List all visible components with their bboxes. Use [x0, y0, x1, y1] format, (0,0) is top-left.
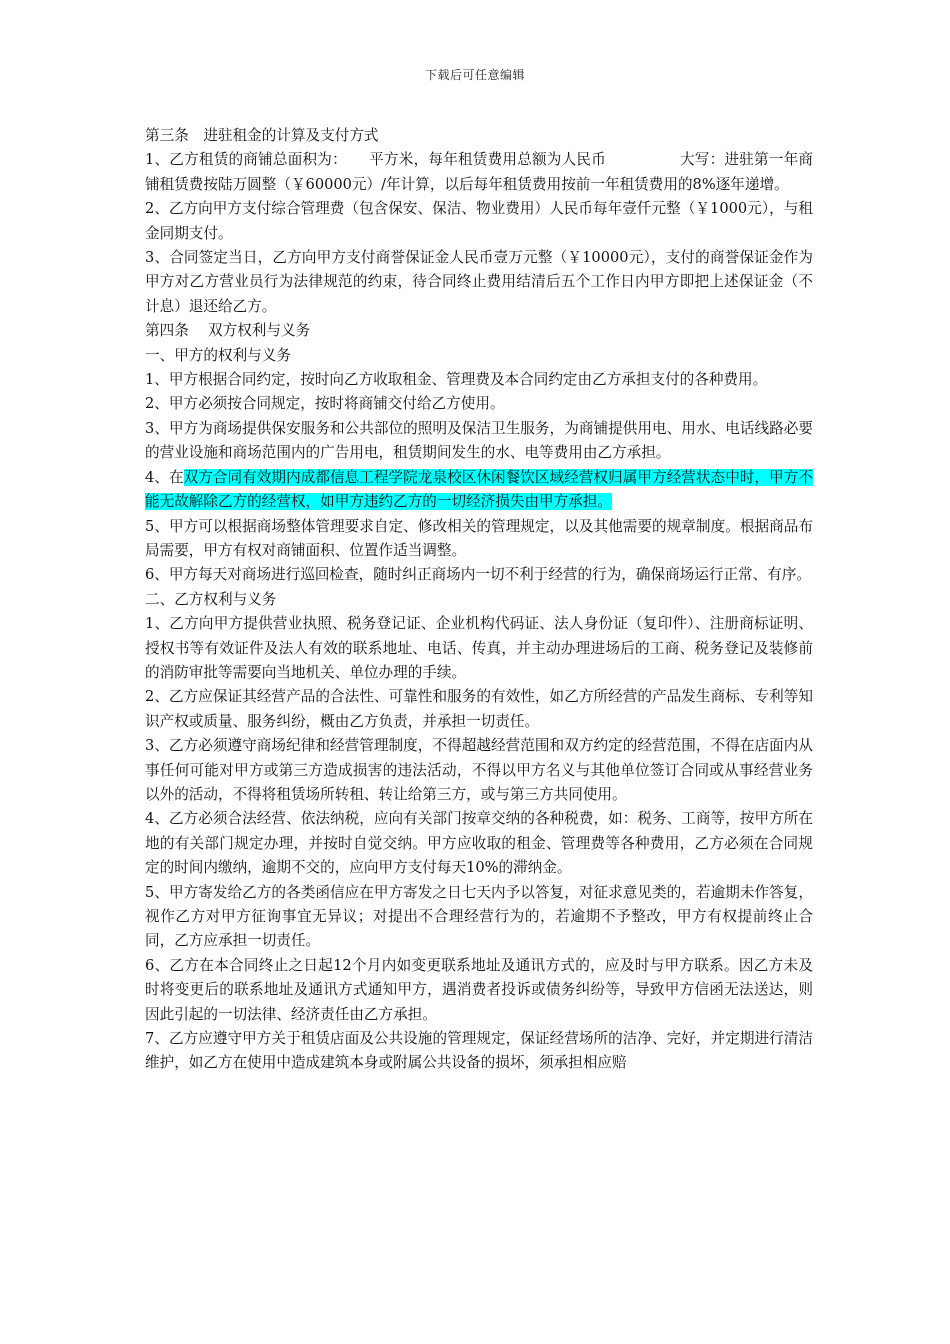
party-b-clause-7: 7、乙方应遵守甲方关于租赁店面及公共设施的管理规定，保证经营场所的洁净、完好，并定期进行清洁维护，如乙方在使用中造成建筑本身或附属公共设备的损坏，须承担相应赔: [145, 1030, 813, 1072]
party-b-clause-3: 3、乙方必须遵守商场纪律和经营管理制度，不得超越经营范围和双方约定的经营范围，不得在店面内从事任何可能对甲方或第三方造成损害的违法活动，不得以甲方名义与其他单位签订合同或从事经营业务以外的活动，不得将租赁场所转租、转让给第三方，或与第三方共同使用。: [145, 737, 813, 803]
highlighted-text: 双方合同有效期内成都信息工程学院龙泉校区休闲餐饮区域经营权归属甲方经营状态中时，甲方不能无故解除乙方的经营权，如甲方违约乙方的一切经济损失由甲方承担。: [145, 468, 813, 511]
clause-3-1: 1、乙方租赁的商铺总面积为： 平方米，每年租赁费用总额为人民币 大写：进驻第一年商铺租赁费按陆万圆整（￥60000元）/年计算，以后每年租赁费用按前一年租赁费用的8%逐年递增。: [145, 151, 813, 193]
page-header: 下载后可任意编辑: [424, 68, 525, 82]
document-body: [145, 124, 813, 1076]
subsection-party-a-title: 一、甲方的权利与义务: [145, 346, 291, 364]
party-b-clause-6: 6、乙方在本合同终止之日起12个月内如变更联系地址及通讯方式的，应及时与甲方联系。因乙方未及时将变更后的联系地址及通讯方式通知甲方，遇消费者投诉或债务纠纷等，导致甲方信函无法送达，则因此引起的一切法律、经济责任由乙方承担。: [145, 956, 813, 1023]
party-b-clause-2: 2、乙方应保证其经营产品的合法性、可靠性和服务的有效性，如乙方所经营的产品发生商标、专利等知识产权或质量、服务纠纷，概由乙方负责，并承担一切责任。: [145, 688, 813, 730]
party-a-clause-4: [145, 466, 813, 515]
clause-4-prefix: 4、在: [145, 468, 184, 486]
party-a-clause-1: 1、甲方根据合同约定，按时向乙方收取租金、管理费及本合同约定由乙方承担支付的各种费用。: [145, 371, 768, 389]
party-a-clause-2: 2、甲方必须按合同规定，按时将商铺交付给乙方使用。: [145, 395, 505, 413]
party-a-clause-6: 6、甲方每天对商场进行巡回检查，随时纠正商场内一切不利于经营的行为，确保商场运行正常、有序。: [145, 566, 812, 584]
section-4-title: 第四条 双方权利与义务: [145, 322, 311, 340]
party-b-clause-1: 1、乙方向甲方提供营业执照、税务登记证、企业机构代码证、法人身份证（复印件）、注册商标证明、授权书等有效证件及法人有效的联系地址、电话、传真，并主动办理进场后的工商、税务登记及装修前的消防审批等需要向当地机关、单位办理的手续。: [145, 615, 813, 681]
clause-3-2: 2、乙方向甲方支付综合管理费（包含保安、保洁、物业费用）人民币每年壹仟元整（￥1000元），与租金同期支付。: [145, 200, 813, 242]
party-a-clause-3: 3、甲方为商场提供保安服务和公共部位的照明及保洁卫生服务，为商铺提供用电、用水、电话线路必要的营业设施和商场范围内的广告用电，租赁期间发生的水、电等费用由乙方承担。: [145, 419, 813, 462]
party-b-clause-5: 5、甲方寄发给乙方的各类函信应在甲方寄发之日七天内予以答复，对征求意见类的，若逾期未作答复，视作乙方对甲方征询事宜无异议；对提出不合理经营行为的，若逾期不予整改，甲方有权提前终止合同，乙方应承担一切责任。: [145, 883, 813, 950]
section-3-title: 第三条 进驻租金的计算及支付方式: [145, 127, 379, 144]
party-a-clause-5: 5、甲方可以根据商场整体管理要求自定、修改相关的管理规定，以及其他需要的规章制度。根据商品布局需要，甲方有权对商铺面积、位置作适当调整。: [145, 517, 813, 559]
subsection-party-b-title: 二、乙方权利与义务: [145, 590, 277, 608]
party-b-clause-4: 4、乙方必须合法经营、依法纳税，应向有关部门按章交纳的各种税费，如：税务、工商等，按甲方所在地的有关部门规定办理，并按时自觉交纳。甲方应收取的租金、管理费等各种费用，乙方必须在合同规定的时间内缴纳，逾期不交的，应向甲方支付每天10%的滞纳金。: [145, 810, 813, 877]
clause-3-3: 3、合同签定当日，乙方向甲方支付商誉保证金人民币壹万元整（￥10000元），支付的商誉保证金作为甲方对乙方营业员行为法律规范的约束，待合同终止费用结清后五个工作日内甲方即把上述保证金（不计息）退还给乙方。: [145, 249, 813, 315]
